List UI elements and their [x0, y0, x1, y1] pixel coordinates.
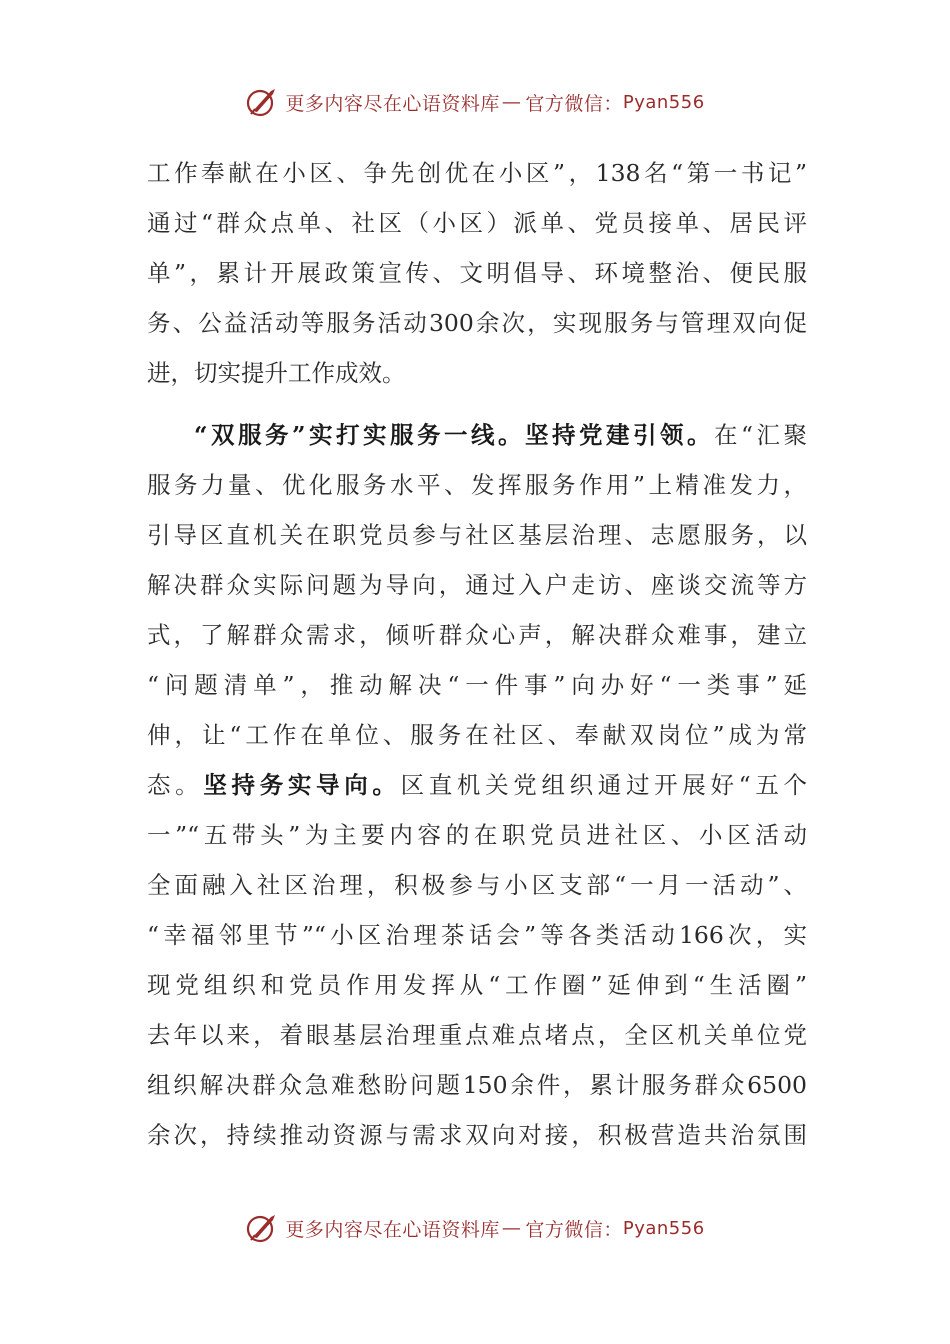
quill-pen-icon — [245, 85, 279, 119]
document-body — [147, 148, 807, 1160]
text-line: 务、公益活动等服务活动300余次，实现服务与管理双向促 — [147, 309, 807, 337]
text-run: 态。 — [147, 771, 204, 799]
paragraph-2 — [147, 410, 807, 1160]
text-line: 式，了解群众需求，倾听群众心声，解决群众难事，建立 — [147, 621, 807, 649]
paragraph-1 — [147, 148, 807, 398]
text-line: 引导区直机关在职党员参与社区基层治理、志愿服务，以 — [147, 521, 807, 549]
text-line: 解决群众实际问题为导向，通过入户走访、座谈交流等方 — [147, 571, 807, 599]
text-line — [147, 760, 807, 810]
text-line: 全面融入社区治理，积极参与小区支部“一月一活动”、 — [147, 871, 807, 899]
text-line: 去年以来，着眼基层治理重点难点堵点，全区机关单位党 — [147, 1021, 807, 1049]
section-heading: “双服务”实打实服务一线。坚持党建引领。 — [194, 421, 714, 449]
text-line: 服务力量、优化服务水平、发挥服务作用”上精准发力， — [147, 471, 807, 499]
quill-pen-icon — [245, 1211, 279, 1245]
watermark-wechat-label: 官方微信： — [525, 1218, 623, 1241]
text-line: 组织解决群众急难愁盼问题150余件，累计服务群众6500 — [147, 1071, 807, 1099]
watermark-wechat-id: Pyan556 — [622, 91, 705, 113]
text-line: 余次，持续推动资源与需求双向对接，积极营造共治氛围 — [147, 1121, 807, 1149]
text-line: 进，切实提升工作成效。 — [147, 359, 406, 387]
watermark-wechat-id: Pyan556 — [622, 1217, 705, 1239]
watermark-separator: — — [501, 91, 522, 113]
text-line: “幸福邻里节”“小区治理茶话会”等各类活动166次，实 — [147, 921, 807, 949]
text-line: “问题清单”，推动解决“一件事”向办好“一类事”延 — [147, 671, 807, 699]
text-line: 单”，累计开展政策宣传、文明倡导、环境整治、便民服 — [147, 259, 807, 287]
watermark-wechat-label: 官方微信： — [525, 92, 623, 115]
text-line — [147, 410, 807, 460]
text-run: 区直机关党组织通过开展好“五个 — [400, 771, 807, 799]
watermark-site-text: 更多内容尽在心语资料库 — [285, 92, 500, 115]
text-line: 工作奉献在小区、争先创优在小区”，138名“第一书记” — [147, 159, 807, 187]
text-run: 在“汇聚 — [713, 421, 807, 449]
text-line: 伸，让“工作在单位、服务在社区、奉献双岗位”成为常 — [147, 721, 807, 749]
watermark-separator: — — [501, 1217, 522, 1239]
watermark-site-text: 更多内容尽在心语资料库 — [285, 1218, 500, 1241]
text-line: 现党组织和党员作用发挥从“工作圈”延伸到“生活圈” — [147, 971, 807, 999]
text-line: 一”“五带头”为主要内容的在职党员进社区、小区活动 — [147, 821, 807, 849]
watermark-banner-bottom — [0, 1208, 950, 1248]
watermark-banner-top — [0, 82, 950, 122]
text-line: 通过“群众点单、社区（小区）派单、党员接单、居民评 — [147, 209, 807, 237]
subsection-heading: 坚持务实导向。 — [203, 771, 401, 799]
